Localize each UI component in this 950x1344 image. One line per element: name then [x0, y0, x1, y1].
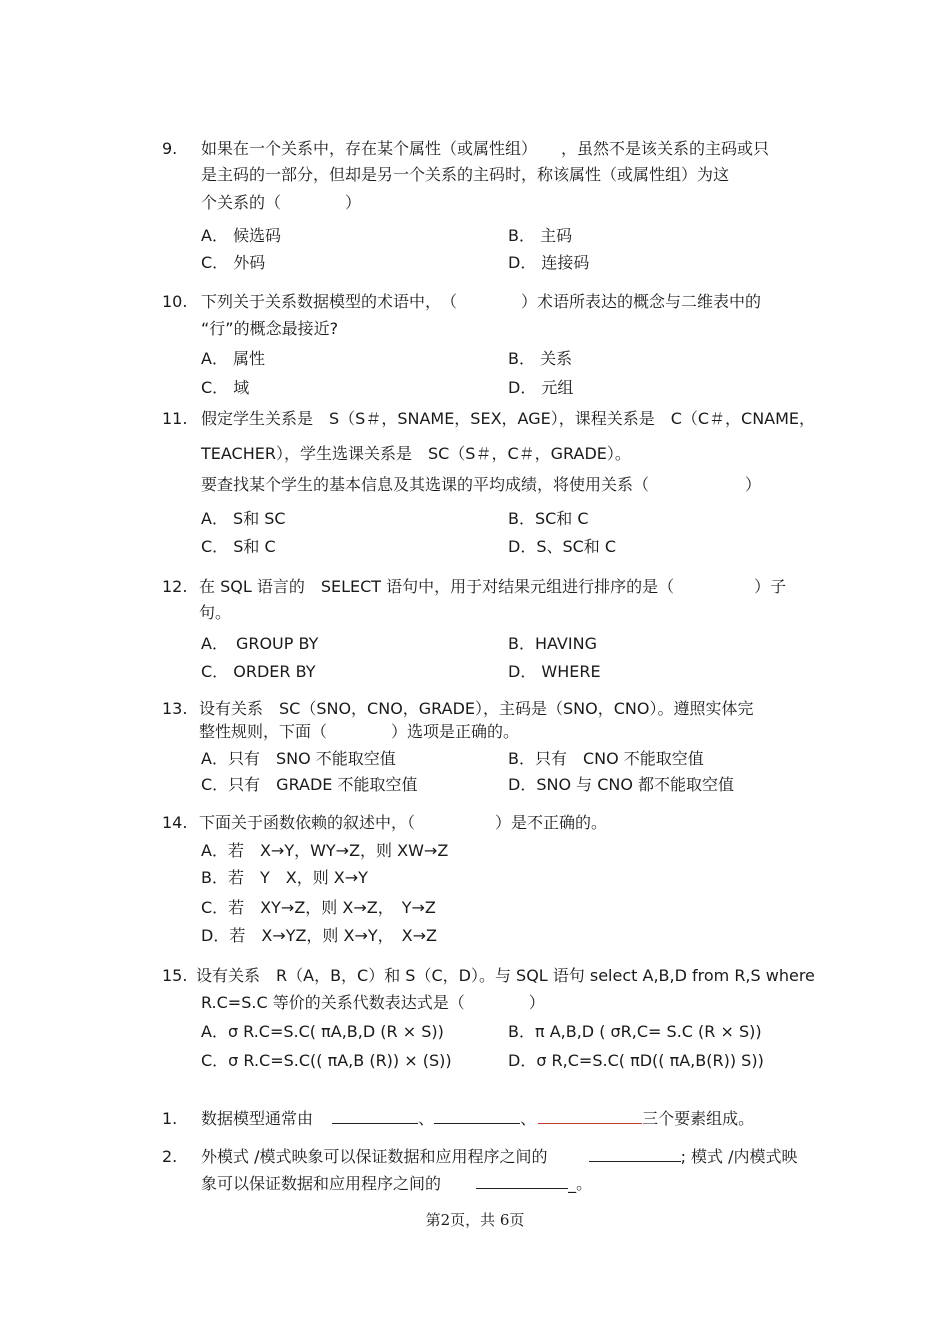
question-text: 句。 [199, 603, 232, 622]
page-footer: 第2页，共 6页 [425, 1211, 525, 1229]
question-text: R.C=S.C 等价的关系代数表达式是（ ） [201, 993, 545, 1012]
question-text: 如果在一个关系中，存在某个属性（或属性组） ，虽然不是该关系的主码或只 [201, 139, 770, 158]
option-c: C．只有 GRADE 不能取空值 [201, 775, 418, 794]
question-number: 11. [162, 409, 188, 428]
option-d: D．SNO 与 CNO 都不能取空值 [508, 775, 735, 794]
answer-blank[interactable] [476, 1174, 568, 1189]
option-b: B．π A,B,D ( σR,C= S.C (R × S)) [508, 1022, 762, 1041]
option-a: A．σ R.C=S.C( πA,B,D (R × S)) [201, 1022, 444, 1041]
fill-in-text: 外模式 /模式映象可以保证数据和应用程序之间的 [201, 1147, 548, 1166]
answer-blank[interactable] [589, 1147, 681, 1162]
question-text: 是主码的一部分，但却是另一个关系的主码时，称该属性（或属性组）为这 [201, 165, 730, 184]
fill-in-question [201, 1109, 754, 1129]
option-d: D．σ R,C=S.C( πD(( πA,B(R)) S)) [508, 1051, 764, 1070]
question-number: 10. [162, 292, 188, 311]
fill-in-text: _。 [568, 1174, 593, 1193]
question-number: 15. [162, 966, 188, 985]
option-d: D． 连接码 [508, 253, 590, 272]
option-a: A． 属性 [201, 349, 266, 368]
question-text: 设有关系 SC（SNO，CNO，GRADE），主码是（SNO，CNO）。遵照实体完 [199, 699, 754, 718]
question-text: TEACHER），学生选课关系是 SC（S＃，C＃，GRADE）。 [201, 444, 631, 463]
question-text: 在 SQL 语言的 SELECT 语句中，用于对结果元组进行排序的是（ ）子 [199, 577, 787, 596]
fill-in-question [201, 1147, 798, 1167]
option-d: D． WHERE [508, 662, 601, 681]
question-text: 设有关系 R（A，B，C）和 S（C，D）。与 SQL 语句 select A,B,D from R,S where [196, 966, 815, 985]
fill-in-number: 2. [162, 1147, 178, 1166]
option-b: B．只有 CNO 不能取空值 [508, 749, 704, 768]
fill-in-text: 象可以保证数据和应用程序之间的 [201, 1174, 442, 1193]
answer-blank[interactable] [538, 1109, 642, 1124]
question-text: “行”的概念最接近? [201, 319, 339, 338]
option-c: C．若 XY→Z，则 X→Z， Y→Z [201, 898, 436, 917]
fill-in-text: 三个要素组成。 [642, 1109, 755, 1128]
option-d: D．若 X→YZ，则 X→Y， X→Z [201, 926, 437, 945]
separator: 、 [520, 1109, 537, 1128]
option-c: C． 外码 [201, 253, 266, 272]
option-a: A． S和 SC [201, 509, 286, 528]
option-c: C． S和 C [201, 537, 276, 556]
question-text: 假定学生关系是 S（S＃，SNAME，SEX，AGE），课程关系是 C（C＃，CNAME， [201, 409, 816, 428]
option-d: D．S、SC和 C [508, 537, 617, 556]
fill-in-question [201, 1174, 592, 1194]
option-b: B． 主码 [508, 226, 573, 245]
option-b: B．HAVING [508, 634, 597, 653]
option-a: A．只有 SNO 不能取空值 [201, 749, 396, 768]
fill-in-text: 数据模型通常由 [201, 1109, 314, 1128]
option-b: B．SC和 C [508, 509, 589, 528]
option-a: A． 候选码 [201, 226, 282, 245]
question-number: 12. [162, 577, 188, 596]
option-d: D． 元组 [508, 378, 574, 397]
option-c: C． ORDER BY [201, 662, 316, 681]
question-text: 要查找某个学生的基本信息及其选课的平均成绩，将使用关系（ ） [201, 475, 762, 494]
separator: 、 [418, 1109, 435, 1128]
fill-in-number: 1. [162, 1109, 178, 1128]
question-text: 个关系的（ ） [201, 193, 362, 212]
option-c: C．σ R.C=S.C(( πA,B (R)) × (S)) [201, 1051, 452, 1070]
option-a: A． GROUP BY [201, 634, 319, 653]
question-number: 13. [162, 699, 188, 718]
question-text: 整性规则，下面（ ）选项是正确的。 [199, 722, 520, 741]
option-a: A．若 X→Y，WY→Z，则 XW→Z [201, 841, 449, 860]
answer-blank[interactable] [332, 1109, 418, 1124]
option-b: B．若 Y X，则 X→Y [201, 868, 368, 887]
option-b: B． 关系 [508, 349, 573, 368]
answer-blank[interactable] [434, 1109, 520, 1124]
fill-in-text: ; 模式 /内模式映 [680, 1147, 798, 1166]
question-number: 14. [162, 813, 188, 832]
question-text: 下列关于关系数据模型的术语中， （ ）术语所表达的概念与二维表中的 [201, 292, 762, 311]
question-number: 9. [162, 139, 178, 158]
option-c: C． 域 [201, 378, 250, 397]
question-text: 下面关于函数依赖的叙述中，（ ）是不正确的。 [199, 813, 608, 832]
